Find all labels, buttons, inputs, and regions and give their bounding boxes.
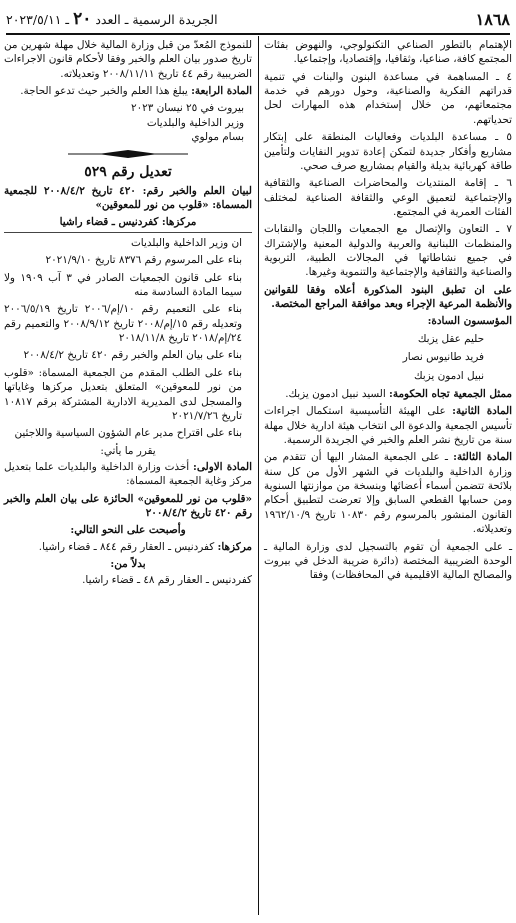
section-ornament: [4, 149, 252, 159]
paragraph: بناء على المرسوم رقم ٨٣٧٦ تاريخ ٢٠٢١/٩/١٠: [45, 254, 242, 267]
amendment-headquarters: مركزها: كفردنيس ـ قضاء راشيا: [59, 215, 197, 228]
founder-name: نبيل ادمون يزبك: [414, 369, 484, 382]
article-text: السيد نبيل ادمون يزبك.: [285, 387, 390, 400]
instead-line: بدلاً من:: [110, 558, 146, 571]
paragraph: بناء على الطلب المقدم من الجمعية المسماة: «قلوب من نور للمعوقين» المتعلق بتعديل مركزها وغاياتها والمسجل لدى المديرية الادارية المشتركة برقم ١٠٨١٧ تاريخ ٢٠٢١/٧/٢٦: [4, 366, 242, 422]
new-headquarters: [4, 540, 252, 554]
paragraph: ٧ ـ التعاون والإتصال مع الجمعيات واللجان والنقابات والمنظمات اللبنانية والعربية والدولية المعنية والإشتراك في جميع نشاطاتها في المجالات الطبية، التربوية والصناعية والثقافية والإجتماعية والتنموية وغيرها.: [264, 223, 512, 279]
article-one-text: أخذت وزارة الداخلية والبلديات علما بتعديل مركز وغاية الجمعية المسماة:: [4, 460, 252, 488]
heading-rule: [4, 232, 252, 233]
ornament-divider-icon: [68, 149, 188, 159]
new-hq-label: مركزها:: [217, 540, 252, 553]
signature-block: [4, 101, 252, 144]
amendment-heading: لبيان العلم والخبر رقم: ٤٢٠ تاريخ ٢٠٠٨/٤/٢ للجمعية المسماة: «قلوب من نور للمعوقين»: [4, 184, 252, 212]
article-label: المادة الرابعة:: [191, 85, 252, 98]
gazette-title: [6, 9, 218, 29]
article-text: على الهيئة التأسيسية استكمال اجراءات تأسيس الجمعية والدعوة الى انتخاب هيئة ادارية خلال مهلة سنة من تاريخ نشر العلم والخبر في الجريدة الرسمية.: [264, 405, 512, 446]
left-column: [4, 38, 252, 590]
founder-name: حليم عقل يزبك: [417, 332, 484, 345]
paragraph: ٦ ـ إقامة المنتديات والمحاضرات الصناعية والثقافية والإجتماعية لتعميق الوعي والثقافة الصناعية لمختلف الفئات العمرية في المجتمع.: [264, 177, 512, 218]
signature-line: بسام مولوي: [191, 131, 244, 144]
article-text: يبلغ هذا العلم والخبر حيث تدعو الحاجة.: [20, 85, 192, 98]
article-label: المادة الثانية:: [452, 405, 513, 418]
article-one: [4, 460, 252, 489]
paragraph: على ان تطبق البنود المذكورة أعلاه وفقا للقوانين والأنظمة المرعية الإجراء وبعد موافقة المراجع المختصة.: [264, 283, 512, 311]
paragraph: [264, 387, 512, 401]
article-label: المادة الثالثة:: [453, 451, 512, 464]
left-column-top: [4, 38, 252, 98]
right-column: [264, 38, 512, 586]
amendment-number: تعديل رقم ٥٢٩: [84, 163, 172, 180]
became-line: وأصبحت على النحو التالي:: [70, 524, 186, 537]
founder-name: فريد طانيوس نصار: [402, 351, 484, 364]
paragraph: بناء على اقتراح مدير عام الشؤون السياسية واللاجئين: [14, 427, 242, 440]
paragraph: المؤسسون السادة:: [427, 315, 512, 328]
gazette-name: الجريدة الرسمية ـ العدد: [95, 11, 218, 27]
article-one-label: المادة الاولى:: [193, 460, 252, 473]
page-header: [6, 6, 510, 32]
paragraph: ٤ ـ المساهمة في مساعدة البنون والبنات في تنمية قدراتهم الفكرية والصناعية، وحول دورهم في خدمة مجتمعاتهم، من خلال إستخدام هذه المهارات لحل تحدياتهم.: [264, 70, 512, 126]
paragraph: [264, 450, 512, 536]
column-divider: [258, 36, 259, 915]
association-quote: «قلوب من نور للمعوقين» الحائزة على بيان العلم والخبر رقم ٤٢٠ تاريخ ٢٠٠٨/٤/٢: [4, 492, 252, 520]
paragraph: [4, 84, 252, 98]
header-rule: [6, 33, 510, 35]
decides-line: يقرر ما يأتي:: [100, 444, 156, 457]
new-hq-text: كفردنيس ـ العقار رقم ٨٤٤ ـ قضاء راشيا.: [38, 540, 218, 553]
old-headquarters: كفردنيس ـ العقار رقم ٤٨ ـ قضاء راشيا.: [82, 574, 252, 587]
paragraph: ان وزير الداخلية والبلديات: [131, 236, 242, 249]
founders-list: [264, 332, 512, 383]
issue-date: ـ ٢٠٢٣/٥/١١: [6, 11, 70, 27]
paragraph: [264, 404, 512, 447]
signature-line: بيروت في ٢٥ نيسان ٢٠٢٣: [131, 102, 244, 115]
paragraph: ـ على الجمعية أن تقوم بالتسجيل لدى وزارة المالية ـ الوحدة الضريبية المختصة (دائرة ضريبة الدخل في بيروت والمصالح المالية الاقليمية في المحافظات) وفقا: [264, 540, 512, 582]
signature-line: وزير الداخلية والبلديات: [146, 116, 244, 129]
paragraph: بناء على التعميم رقم ١٠/إم/٢٠٠٦ تاريخ ٢٠٠٦/٥/١٩ وتعديله رقم ١٥/إم/٢٠٠٨ تاريخ ٢٠٠٨/٩/١٢ والتعميم رقم ٢٤/إم/٢٠١٨ تاريخ ٢٠١٨/١١/٨: [4, 303, 243, 345]
paragraph: بناء على بيان العلم والخبر رقم ٤٢٠ تاريخ ٢٠٠٨/٤/٢: [23, 349, 242, 362]
paragraph: بناء على قانون الجمعيات الصادر في ٣ آب ١٩٠٩ ولا سيما المادة السادسة منه: [4, 271, 243, 298]
paragraph: الإهتمام بالتطور الصناعي التكنولوجي، والنهوض بفئات المجتمع كافة، صناعيا، وثقافيا، وإقتصاديا، وإجتماعيا.: [264, 39, 512, 66]
paragraph: ٥ ـ مساعدة البلديات وفعاليات المنطقة على إبتكار مشاريع وأفكار جديدة لتمكن إعادة تدوير النفايات ولتأمين طاقة كهربائية بديلة والقيام بمشاريع صرف صحي.: [264, 131, 512, 172]
issue-number: ٢٠: [73, 9, 92, 29]
article-label: ممثل الجمعية تجاه الحكومة:: [389, 387, 512, 400]
page-number: ١٨٦٨: [475, 9, 510, 29]
article-text: ـ على الجمعية المشار اليها أن تتقدم من وزارة الداخلية والبلديات في الشهر الأول من كل سنة بلائحة تتضمن أسماء أعضائها وبنسخة من موازنتها السنوية ومن حسابها القطعي السابق وإلا تعرضت لتطبيق أحكام القانون المنشور بالمرسوم رقم ١٠٨٣٠ تاريخ ١٩٦٢/١٠/٩ وتعديلاته.: [264, 451, 512, 536]
paragraph: للنموذج المُعدّ من قبل وزارة المالية خلال مهلة شهرين من تاريخ صدور بيان العلم والخبر وفقا لأحكام قانون الاجراءات الضريبية رقم ٤٤ تاريخ ٢٠٠٨/١١/١١ وتعديلاته.: [4, 39, 252, 80]
amendment-body: [4, 236, 252, 441]
